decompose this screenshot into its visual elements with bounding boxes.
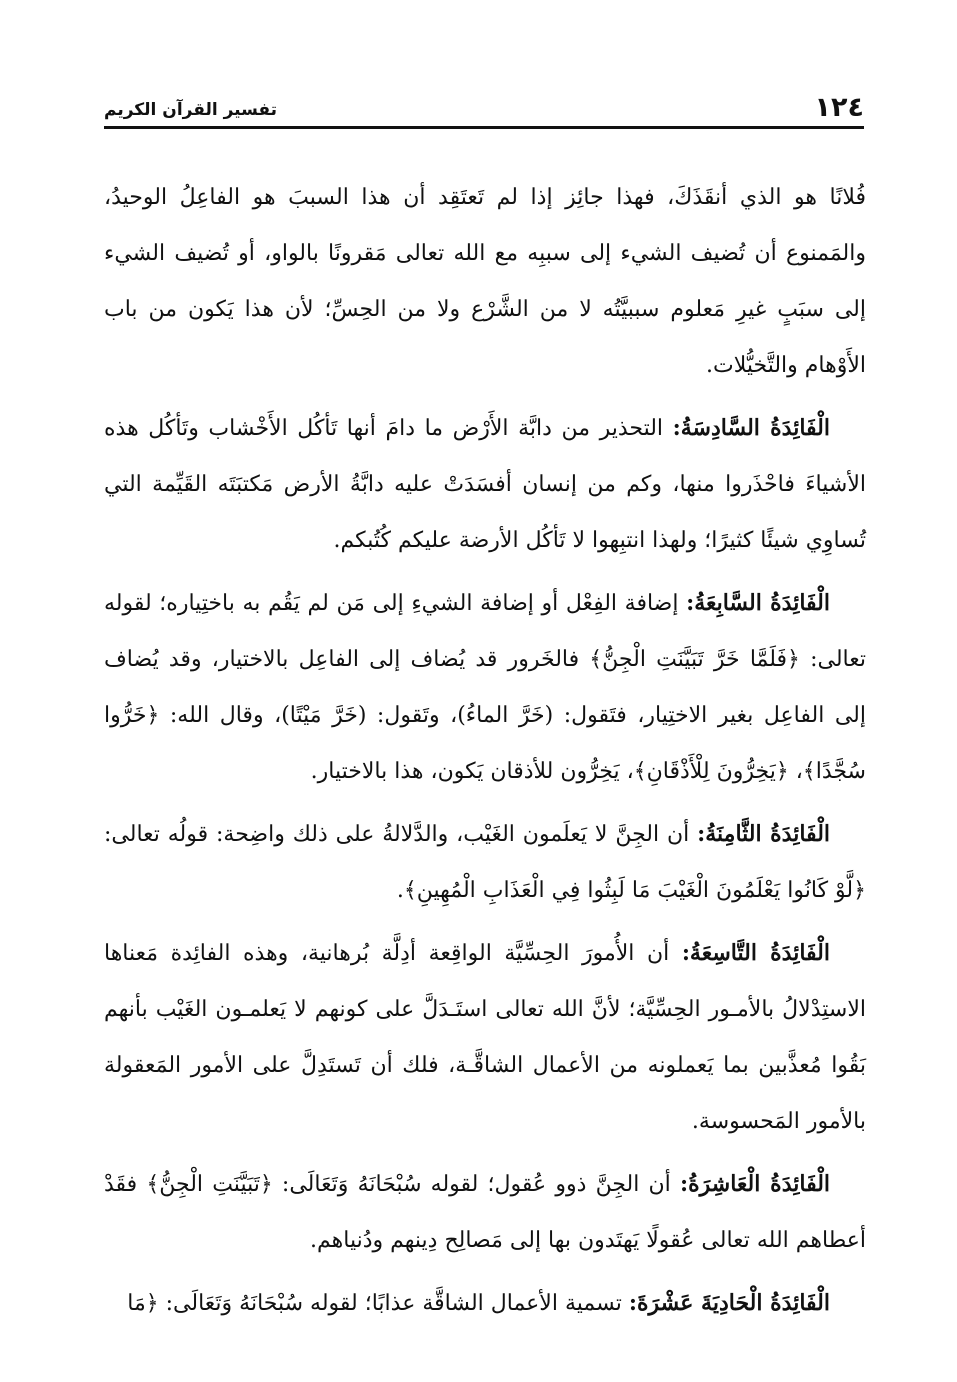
paragraph-benefit-9 [104, 925, 866, 1150]
paragraph-text: أن الأُمورَ الحِسِّيَّة الواقِعة أدِلَّة بُرهانية، وهذه الفائِدة مَعناها الاستِدْلالُ بالأمـور الحِسِّيَّة؛ لأنَّ الله تعالى استَـدَلَّ على كونهم لا يَعلمـون الغَيْب بأنهم بَقُوا مُعذَّبين بما يَعملونه من الأعمال الشاقَّـة، فلك أن تَستَدِلَّ على الأمور المَعقولة بالأمور المَحسوسة. [104, 941, 866, 1134]
page-header [104, 88, 864, 129]
body-text [104, 170, 866, 1338]
paragraph-continuation [104, 170, 866, 394]
paragraph-text: تسمية الأعمال الشاقَّة عذابًا؛ لقوله سُبْحَانَهُ وَتَعَالَى: ﴿مَا [127, 1291, 629, 1316]
paragraph-text: إضافة الفِعْل أو إضافة الشيءِ إلى مَن لم يَقُم به باختِياره؛ لقوله تعالى: ﴿فَلَمَّا خَرَّ تَبَيَّنَتِ الْجِنُّ﴾ فالخَرور قد يُضاف إلى الفاعِل بالاختيار، وقد يُضاف إلى الفاعِل بغير الاختِيار، فتَقول: (خَرَّ الماءُ)، وتَقول: (خَرَّ مَيْتًا)، وقال الله: ﴿خَرُّوا سُجَّدًا﴾، ﴿يَخِرُّونَ لِلْأَذْقَانِ﴾، يَخِرُّون للأذقان يَكون، هذا بالاختيار. [104, 591, 866, 784]
benefit-heading: الْفَائِدَةُ السَّابِعَةُ: [686, 590, 830, 616]
paragraph-text: أن الجِنَّ ذوو عُقول؛ لقوله سُبْحَانَهُ وَتَعَالَى: ﴿تَبَيَّنَتِ الْجِنُّ﴾ فقَدْ أعطاهم الله تعالى عُقولًا يَهتَدون بها إلى مَصالِح دِينهم ودُنياهم. [104, 1172, 866, 1253]
benefit-heading: الْفَائِدَةُ الثَّامِنَةُ: [697, 821, 831, 847]
paragraph-benefit-11 [104, 1275, 866, 1332]
benefit-heading: الْفَائِدَةُ التَّاسِعَةُ: [681, 940, 830, 966]
paragraph-benefit-8 [104, 806, 866, 919]
paragraph-benefit-7 [104, 575, 866, 800]
paragraph-text: أن الجِنَّ لا يَعلَمون الغَيْب، والدَّلالةُ على ذلك واضِحة: قولُه تعالى: ﴿لَّوْ كَانُوا يَعْلَمُونَ الْغَيْبَ مَا لَبِثُوا فِي الْعَذَابِ الْمُهِينِ﴾. [104, 822, 866, 903]
paragraph-benefit-10 [104, 1156, 866, 1269]
benefit-heading: الْفَائِدَةُ الْحَادِيَةَ عَشْرَةَ: [628, 1290, 830, 1316]
paragraph-benefit-6 [104, 400, 866, 569]
benefit-heading: الْفَائِدَةُ الْعَاشِرَةُ: [679, 1171, 831, 1197]
benefit-heading: الْفَائِدَةُ السَّادِسَةُ: [672, 415, 830, 441]
paragraph-text: التحذير من دابَّة الأَرْض ما دامَ أنها تَأكُل الأَخْشاب وتَأكُل هذه الأشياءَ فاحْذَروا منها، وكم من إنسان أفسَدَتْ عليه دابَّةُ الأرض مَكتبَتَه القَيِّمة التي تُساوِي شيئًا كثيرًا؛ ولهذا انتبِهوا لا تَأكُل الأرضة عليكم كُتُبكم. [104, 416, 866, 553]
page-number: ١٢٤ [814, 92, 864, 123]
book-title: تفسير القرآن الكريم [104, 100, 278, 120]
paragraph-text: فُلانًا هو الذي أنقَذَكَ، فهذا جائِز إذا لم تَعتَقِد أن هذا السببَ هو الفاعِلُ الوحيدُ، والمَمنوع أن تُضيف الشيء إلى سببِه مع الله تعالى مَقرونًا بالواو، أو تُضيف الشيء إلى سبَبٍ غيرِ مَعلوم سببيَّتُه لا من الشَّرْع ولا من الحِسِّ؛ لأن هذا يَكون من باب الأَوْهام والتَّخيُّلات. [104, 185, 866, 378]
